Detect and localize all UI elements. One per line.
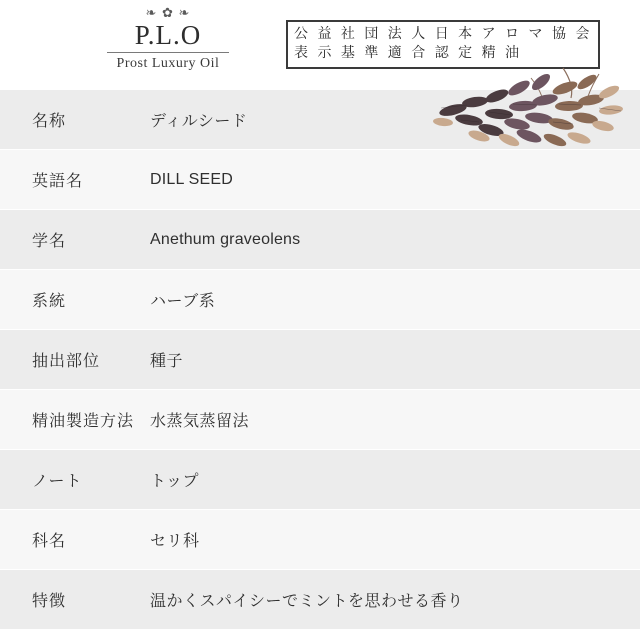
brand-logo — [78, 6, 258, 72]
spec-label: 英語名 — [32, 171, 84, 190]
spec-label: 学名 — [32, 231, 67, 250]
spec-label: 特徴 — [32, 591, 67, 610]
spec-value: セリ科 — [150, 531, 200, 550]
table-row — [0, 90, 640, 150]
table-row — [0, 450, 640, 510]
spec-value: 水蒸気蒸留法 — [150, 411, 250, 430]
spec-value: ハーブ系 — [150, 291, 216, 310]
spec-label: 科名 — [32, 531, 67, 550]
table-row — [0, 390, 640, 450]
spec-value: トップ — [150, 471, 200, 490]
table-row — [0, 270, 640, 330]
spec-label: 名称 — [32, 111, 67, 130]
table-row — [0, 330, 640, 390]
spec-label: 系統 — [32, 291, 67, 310]
spec-value: ディルシード — [150, 111, 248, 130]
certification-line-2: 表 示 基 準 適 合 認 定 精 油 — [294, 45, 522, 61]
logo-divider — [107, 52, 229, 53]
certification-line-1: 公 益 社 団 法 人 日 本 ア ロ マ 協 会 — [294, 26, 592, 42]
table-row — [0, 150, 640, 210]
spec-table — [0, 90, 640, 630]
certification-badge — [286, 20, 600, 69]
spec-value: Anethum graveolens — [150, 230, 301, 248]
spec-label: 抽出部位 — [32, 351, 101, 370]
brand-subtitle: Prost Luxury Oil — [116, 56, 220, 71]
table-row — [0, 210, 640, 270]
table-row — [0, 570, 640, 630]
card-header — [0, 0, 640, 90]
spec-value: 種子 — [150, 351, 184, 370]
brand-name: P.L.O — [134, 20, 202, 50]
logo-ornament-icon: ❧ ✿ ❧ — [145, 6, 191, 20]
spec-label: ノート — [32, 471, 83, 490]
spec-value: 温かくスパイシーでミントを思わせる香り — [150, 591, 464, 610]
table-row — [0, 510, 640, 570]
spec-label: 精油製造方法 — [32, 411, 135, 430]
spec-value: DILL SEED — [150, 170, 234, 188]
